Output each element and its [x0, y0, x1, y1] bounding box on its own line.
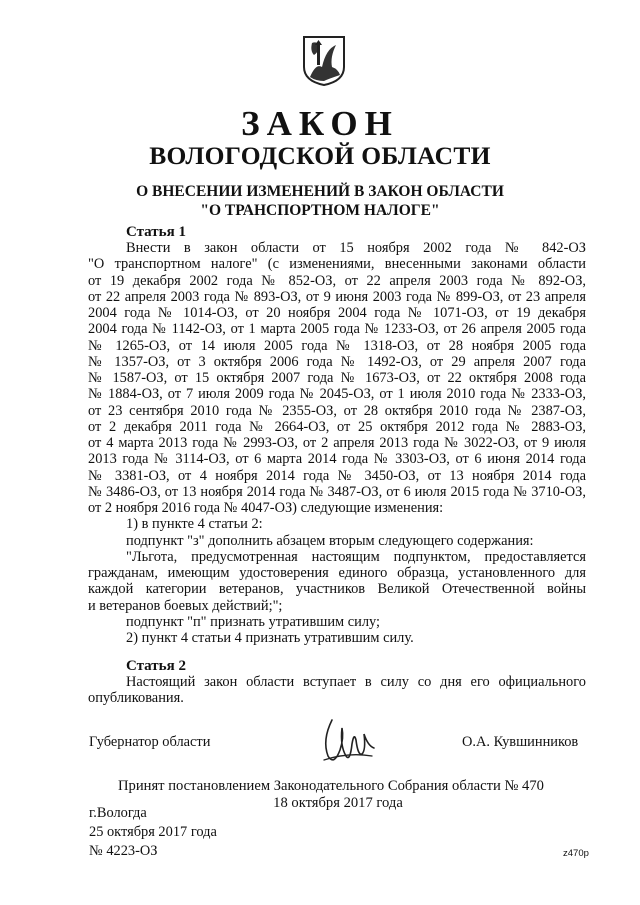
- subject-line-1: О ВНЕСЕНИИ ИЗМЕНЕНИЙ В ЗАКОН ОБЛАСТИ: [136, 183, 504, 200]
- text-line: опубликования.: [88, 690, 184, 707]
- text-line: от 2 декабря 2011 года № 2664-ОЗ, от 25 октября 2012 года № 2883-ОЗ,: [88, 418, 586, 435]
- text-line: от 22 апреля 2003 года № 893-ОЗ, от 9 июня 2003 года № 899-ОЗ, от 23 апреля: [88, 288, 586, 305]
- article-2-body: [88, 674, 586, 707]
- text-line: 2013 года № 3114-ОЗ, от 6 марта 2014 года № 3303-ОЗ, от 6 июня 2014 года: [88, 451, 586, 468]
- article-1-body: [88, 240, 586, 646]
- item-1: 1) в пункте 4 статьи 2:: [126, 516, 263, 533]
- text-line: Внести в закон области от 15 ноября 2002 года № 842-ОЗ: [126, 240, 586, 256]
- law-number: № 4223-ОЗ: [89, 843, 158, 859]
- text-line: № 1357-ОЗ, от 3 октября 2006 года № 1492-ОЗ, от 29 апреля 2007 года: [88, 353, 586, 370]
- text-line: № 3486-ОЗ, от 13 ноября 2014 года № 3487-ОЗ, от 6 июля 2015 года № 3710-ОЗ,: [88, 483, 586, 500]
- city: г.Вологда: [89, 805, 147, 821]
- document-type-title: ЗАКОН: [241, 104, 399, 143]
- adoption-note: [118, 778, 578, 811]
- item-2: 2) пункт 4 статьи 4 признать утратившим силу.: [126, 630, 414, 646]
- quote-line: "Льгота, предусмотренная настоящим подпунктом, предоставляется: [126, 548, 586, 565]
- text-line: 2004 года № 1142-ОЗ, от 1 марта 2005 года № 1233-ОЗ, от 26 апреля 2005 года: [88, 321, 586, 338]
- item-1-subpoint-z: подпункт "з" дополнить абзацем вторым следующего содержания:: [126, 532, 534, 549]
- item-1-subpoint-p: подпункт "п" признать утратившим силу;: [126, 613, 380, 630]
- text-line: от 23 сентября 2010 года № 2355-ОЗ, от 28 октября 2010 года № 2387-ОЗ,: [88, 402, 586, 419]
- quote-line: и ветеранов боевых действий;";: [88, 597, 283, 614]
- subject-line-2: "О ТРАНСПОРТНОМ НАЛОГЕ": [200, 202, 440, 219]
- text-line: № 1884-ОЗ, от 7 июля 2009 года № 2045-ОЗ, от 1 июля 2010 года № 2333-ОЗ,: [88, 386, 586, 403]
- text-line: от 19 декабря 2002 года № 852-ОЗ, от 22 апреля 2003 года № 892-ОЗ,: [88, 272, 586, 289]
- coat-of-arms-emblem: [302, 33, 346, 87]
- signatory-name: О.А. Кувшинников: [462, 734, 579, 750]
- quote-line: каждой категории ветеранов, участников Великой Отечественной войны: [88, 581, 586, 598]
- signing-date: 25 октября 2017 года: [89, 824, 217, 840]
- inserted-quote: [88, 549, 586, 614]
- text-line: № 1587-ОЗ, от 15 октября 2007 года № 1673-ОЗ, от 22 октября 2008 года: [88, 370, 586, 386]
- region-title: ВОЛОГОДСКОЙ ОБЛАСТИ: [149, 141, 491, 170]
- article-2-heading: Статья 2: [126, 658, 186, 674]
- article-1-paragraph: [88, 240, 586, 516]
- text-line: от 4 марта 2013 года № 2993-ОЗ, от 2 апреля 2013 года № 3022-ОЗ, от 9 июля: [88, 435, 586, 451]
- handwritten-signature: [318, 710, 378, 770]
- document-code: z470p: [563, 848, 589, 859]
- signatory-position: Губернатор области: [89, 734, 211, 750]
- quote-line: гражданам, имеющим удостоверения единого образца, установленного для: [88, 565, 586, 581]
- article-1-heading: Статья 1: [126, 224, 186, 240]
- text-line: № 1265-ОЗ, от 14 июля 2005 года № 1318-ОЗ, от 28 ноября 2005 года: [88, 337, 586, 354]
- text-line: от 2 ноября 2016 года № 4047-ОЗ) следующие изменения:: [88, 500, 444, 516]
- text-line: "О транспортном налоге" (с изменениями, внесенными законами области: [88, 256, 586, 273]
- text-line: № 3381-ОЗ, от 4 ноября 2014 года № 3450-ОЗ, от 13 ноября 2014 года: [88, 467, 586, 484]
- adoption-date: 18 октября 2017 года: [273, 794, 403, 811]
- adoption-line-1: Принят постановлением Законодательного Собрания области № 470: [118, 778, 544, 794]
- text-line: Настоящий закон области вступает в силу со дня его официального: [126, 674, 586, 690]
- text-line: 2004 года № 1014-ОЗ, от 20 ноября 2004 года № 1071-ОЗ, от 19 декабря: [88, 305, 586, 321]
